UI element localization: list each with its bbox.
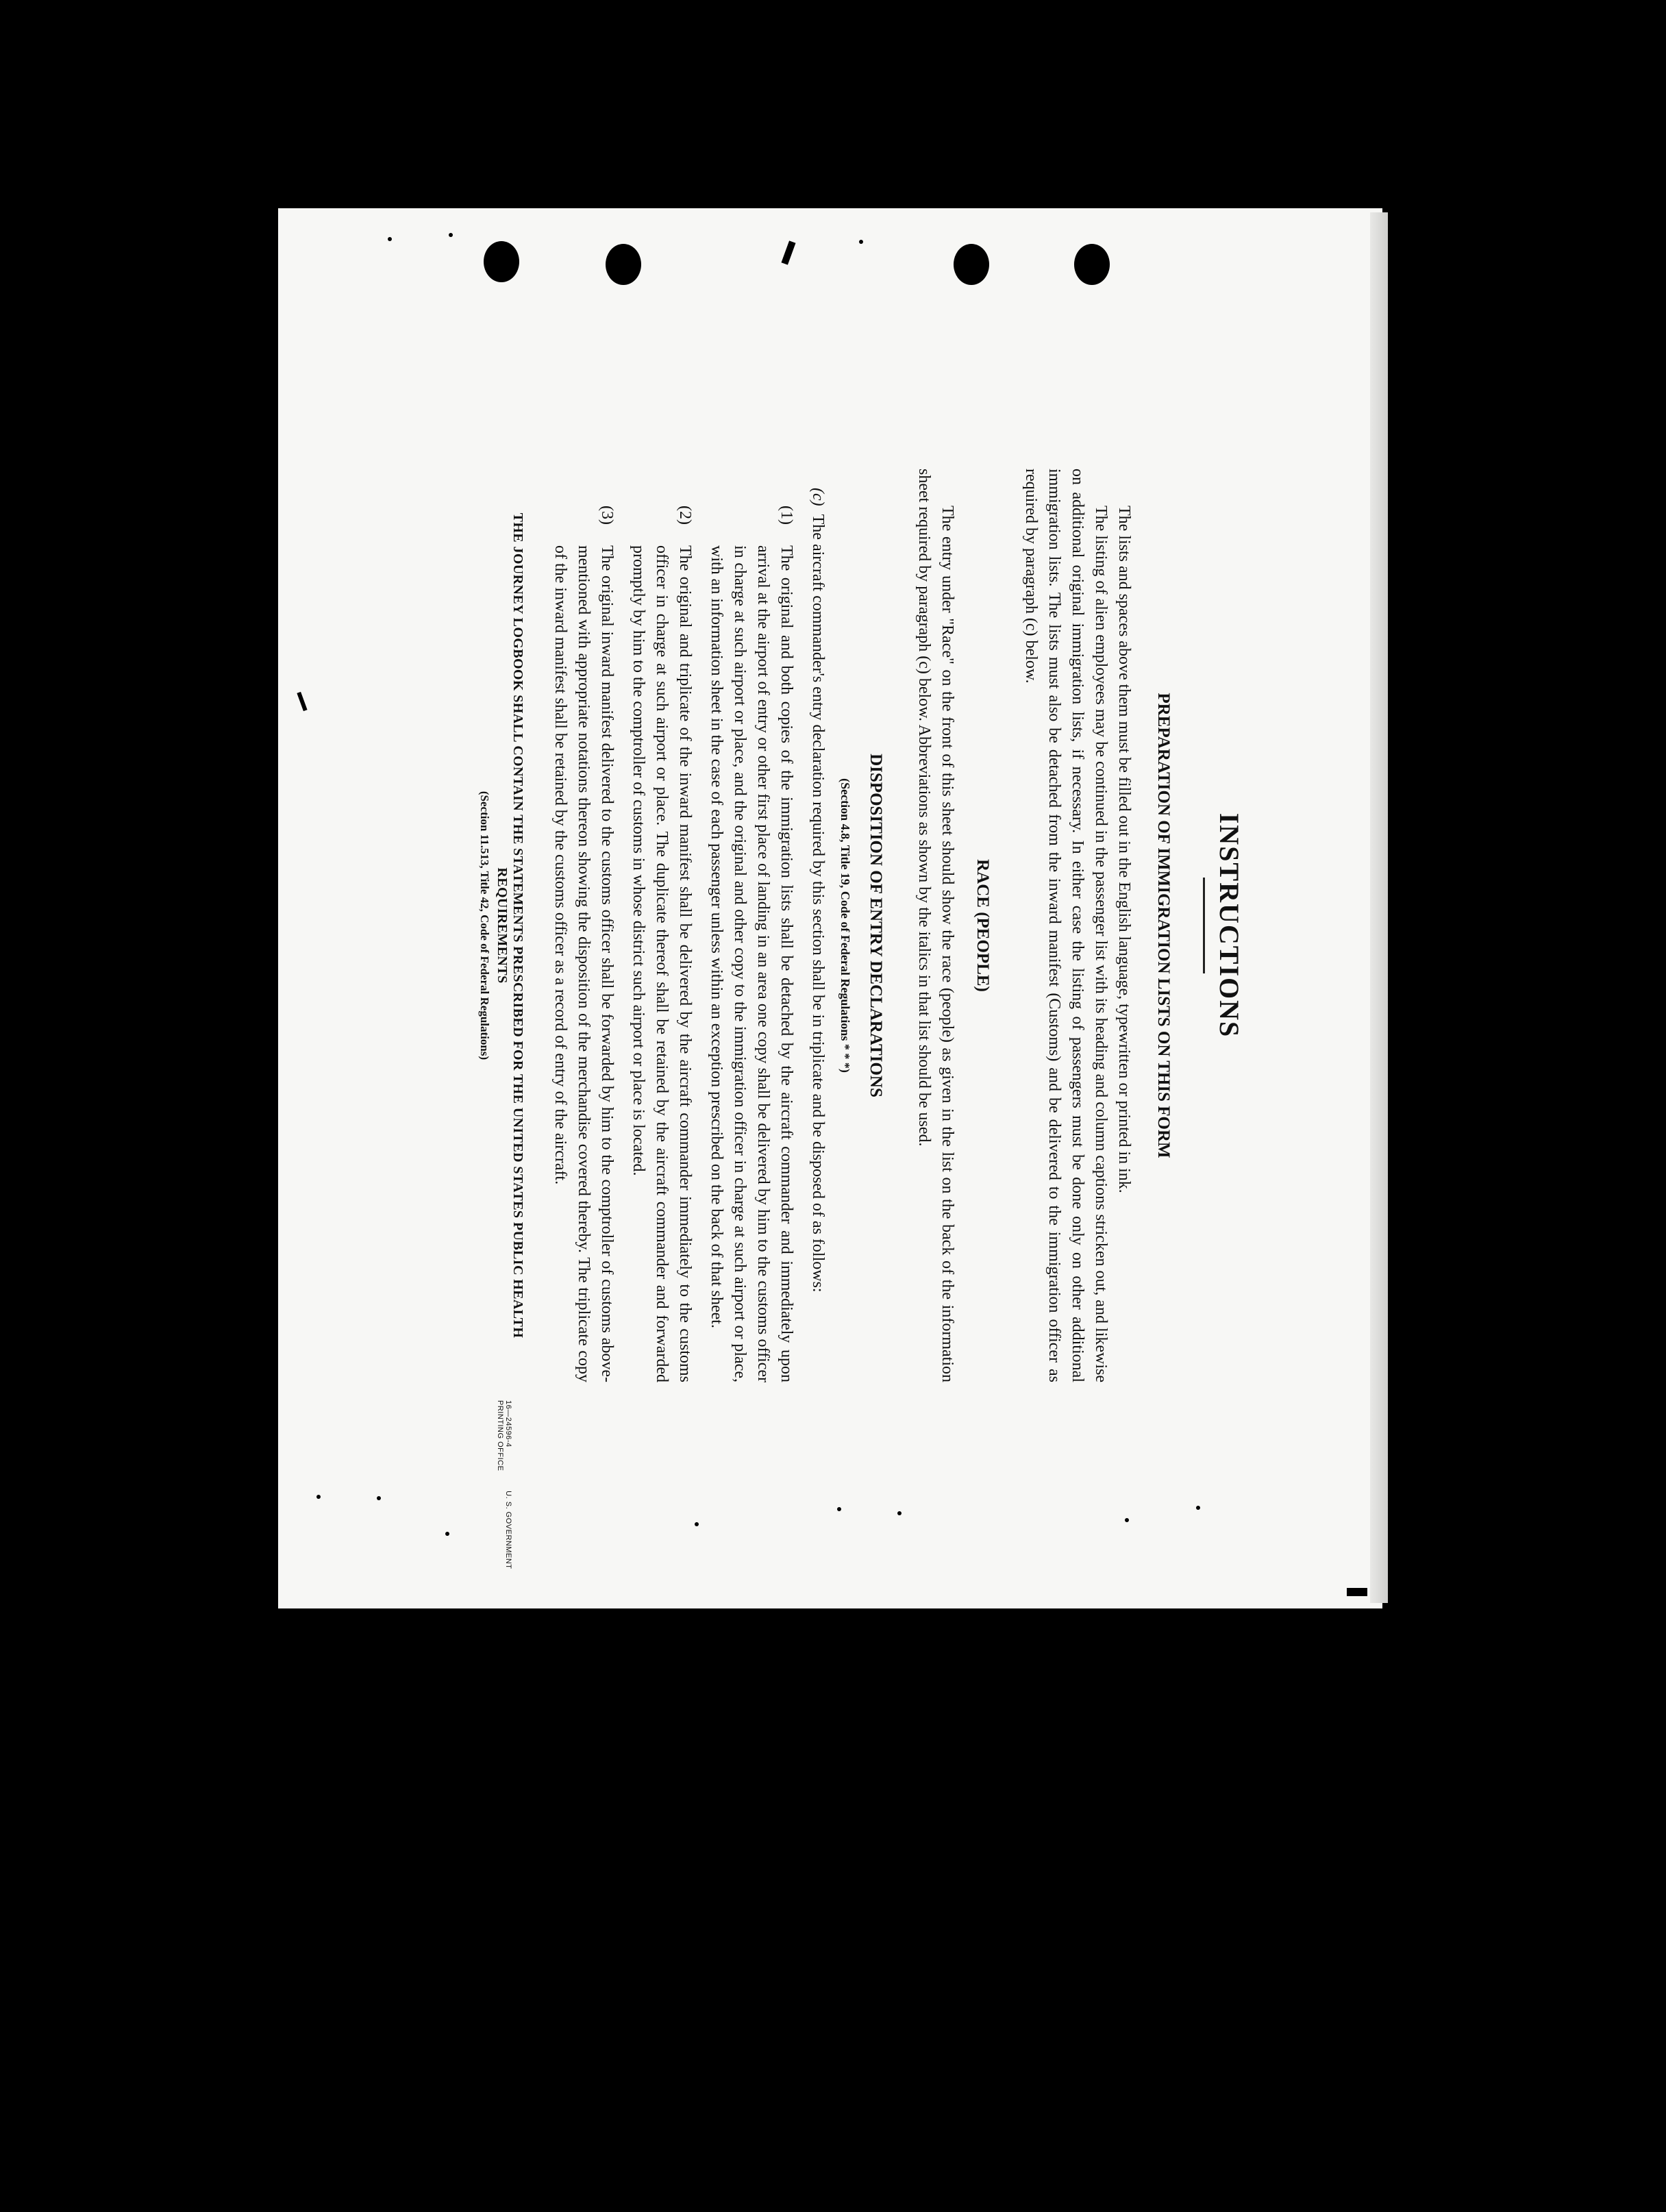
form-number: 16—24596-4: [504, 1400, 512, 1447]
paragraph: The listing of alien employees may be continued in the passenger list with its heading and column captions stricken out, and likewise on additional original immigration lists, if necessary. In either case the listing of passengers must be done only on other additional immigration lists. The lists must also be detached from the inward manifest (Customs) and be delivered to the immigration officer as required by paragraph (c) below.: [1022, 469, 1110, 1382]
printer-name: U. S. GOVERNMENT PRINTING OFFICE: [496, 1400, 512, 1569]
list-item: [627, 469, 697, 1382]
paragraph-c: [806, 469, 830, 1382]
item-number: (3): [598, 506, 616, 525]
section-heading-preparation: PREPARATION OF IMMIGRATION LISTS ON THIS FORM: [1154, 693, 1173, 1158]
title-rule: [1203, 878, 1205, 973]
rotated-text-block: [278, 208, 1382, 1608]
item-text: The original inward manifest delivered to the customs officer shall be forwarded by him to the comptroller of customs above-mentioned with appropriate notations thereon showing the disposition of the merchandise covered thereby. The triplicate copy of the inward manifest shall be retained by the customs officer as a record of entry of the aircraft.: [551, 545, 616, 1382]
item-text: The original and both copies of the immigration lists shall be detached by the aircraft commander and immediately upon arrival at the airport of entry or other first place of landing in an area one copy shall be delivered by him to the customs officer in charge at such airport or place, and the original and other copy to the immigration officer in charge at such airport or place, with an information sheet in the case of each passenger unless within an exception prescribed on the back of that sheet.: [708, 545, 795, 1382]
paragraph: The entry under "Race" on the front of this sheet should show the race (people) as given in the list on the back of the information sheet required by paragraph (c) below. Abbreviations as shown by the italics in that list should be used.: [915, 469, 956, 1382]
item-number: (1): [778, 506, 795, 525]
item-text: The original and triplicate of the inward manifest shall be delivered by the aircraft commander immediately to the customs officer in charge at such airport or place. The duplicate thereof shall be retained by the aircraft commander and forwarded promptly by him to the comptroller of customs in whose district such airport or place is located.: [630, 545, 694, 1382]
page-title: INSTRUCTIONS: [1214, 812, 1245, 1039]
section-heading-disposition: DISPOSITION OF ENTRY DECLARATIONS: [867, 754, 885, 1097]
list-item: [549, 469, 619, 1382]
public-health-statement: THE JOURNEY LOGBOOK SHALL CONTAIN THE STATEMENTS PRESCRIBED FOR THE UNITED STATES PUBLIC HEALTH REQUIREMENTS: [495, 512, 525, 1339]
section-subheading: (Section 4.8, Title 19, Code of Federal Regulations * * *): [838, 778, 852, 1073]
paragraph-label: (c): [809, 488, 827, 506]
paragraph-text: The aircraft commander's entry declaration required by this section shall be in triplicate and be disposed of as follows:: [809, 514, 827, 1293]
paragraph: The lists and spaces above them must be filled out in the English language, typewritten or printed in ink.: [1115, 506, 1133, 1193]
item-number: (2): [676, 506, 694, 525]
section-heading-race: RACE (PEOPLE): [973, 859, 992, 992]
printer-footer: [496, 1400, 512, 1608]
list-item: [705, 469, 798, 1382]
public-health-citation: (Section 11.513, Title 42, Code of Federal Regulations): [478, 791, 491, 1060]
